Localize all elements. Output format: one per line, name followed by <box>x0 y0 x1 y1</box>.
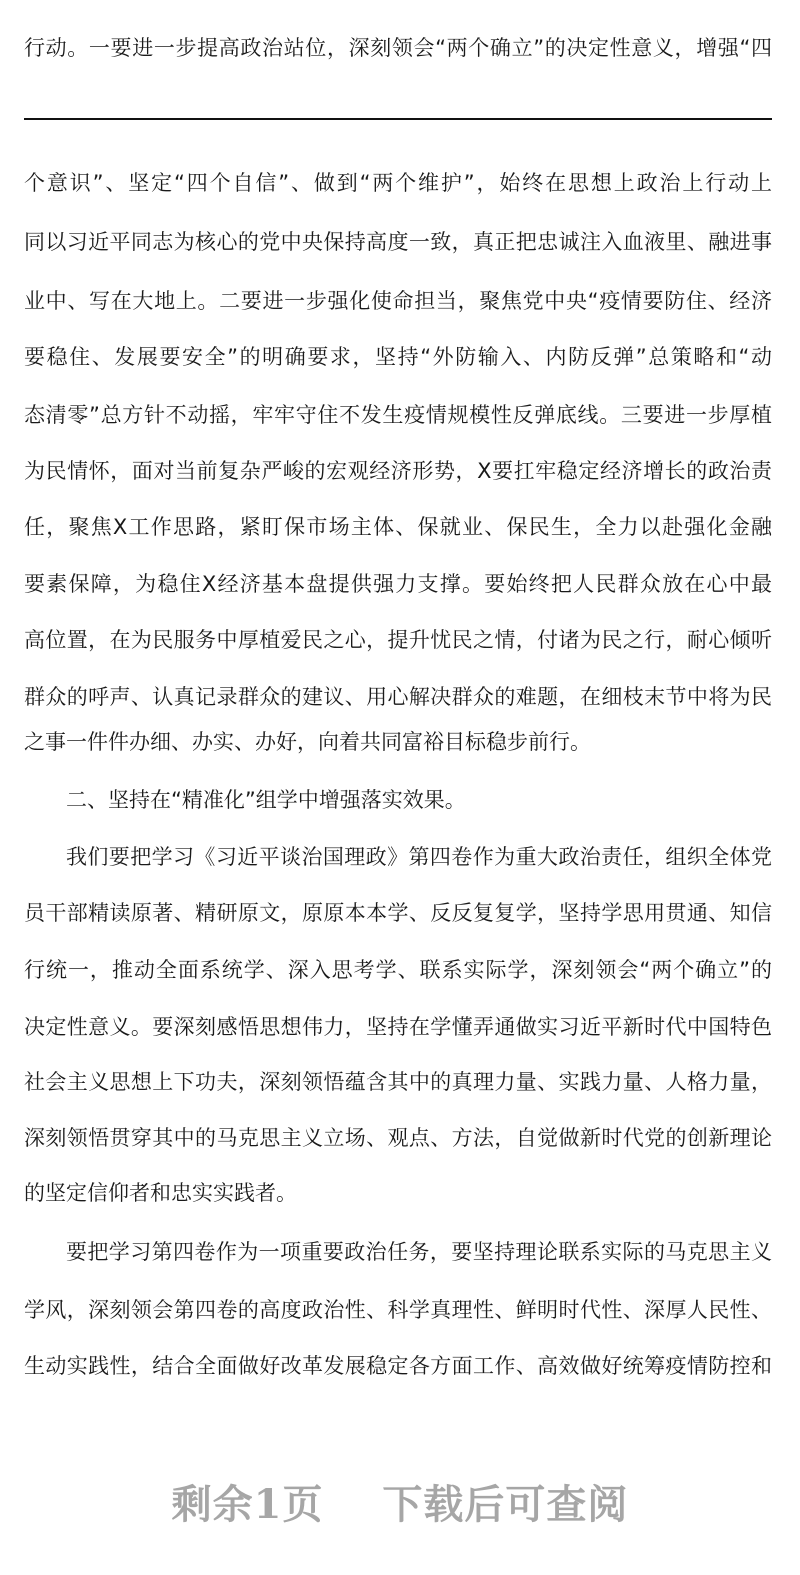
text-line: 之事一件件办细、办实、办好，向着共同富裕目标稳步前行。 <box>24 730 591 754</box>
text-line: 的坚定信仰者和忠实实践者。 <box>24 1181 297 1205</box>
text-line: 为民情怀，面对当前复杂严峻的宏观经济形势，X要扛牢稳定经济增长的政治责 <box>24 459 772 483</box>
text-line: 要把学习第四卷作为一项重要政治任务，要坚持理论联系实际的马克思主义 <box>66 1240 772 1264</box>
text-line: 要稳住、发展要安全”的明确要求，坚持“外防输入、内防反弹”总策略和“动 <box>24 345 772 369</box>
text-line: 同以习近平同志为核心的党中央保持高度一致，真正把忠诚注入血液里、融进事 <box>24 230 772 254</box>
text-line: 学风，深刻领会第四卷的高度政治性、科学真理性、鲜明时代性、深厚人民性、 <box>24 1298 772 1322</box>
text-line: 我们要把学习《习近平谈治国理政》第四卷作为重大政治责任，组织全体党 <box>66 845 772 869</box>
page-divider <box>24 118 772 120</box>
text-line: 个意识”、坚定“四个自信”、做到“两个维护”，始终在思想上政治上行动上 <box>24 171 772 195</box>
text-line: 群众的呼声、认真记录群众的建议、用心解决群众的难题，在细枝末节中将为民 <box>24 685 772 709</box>
text-line: 生动实践性，结合全面做好改革发展稳定各方面工作、高效做好统筹疫情防控和 <box>24 1354 772 1378</box>
remaining-pages-label[interactable]: 剩余1页 <box>171 1481 324 1528</box>
page-top-line: 行动。一要进一步提高政治站位，深刻领会“两个确立”的决定性意义，增强“四 <box>24 36 772 60</box>
text-line: 深刻领悟贯穿其中的马克思主义立场、观点、方法，自觉做新时代党的创新理论 <box>24 1126 772 1150</box>
download-prompt[interactable] <box>0 1473 800 1530</box>
text-line: 要素保障，为稳住X经济基本盘提供强力支撑。要始终把人民群众放在心中最 <box>24 572 772 596</box>
text-line: 态清零”总方针不动摇，牢牢守住不发生疫情规模性反弹底线。三要进一步厚植 <box>24 403 772 427</box>
section-heading: 二、坚持在“精准化”组学中增强落实效果。 <box>66 788 466 812</box>
text-line: 高位置，在为民服务中厚植爱民之心，提升忧民之情，付诸为民之行，耐心倾听 <box>24 628 772 652</box>
text-line: 任，聚焦X工作思路，紧盯保市场主体、保就业、保民生，全力以赴强化金融 <box>24 515 772 539</box>
download-to-view-label[interactable]: 下载后可查阅 <box>382 1481 629 1528</box>
text-line: 行统一，推动全面系统学、深入思考学、联系实际学，深刻领会“两个确立”的 <box>24 958 772 982</box>
text-line: 社会主义思想上下功夫，深刻领悟蕴含其中的真理力量、实践力量、人格力量， <box>24 1070 772 1094</box>
text-line: 业中、写在大地上。二要进一步强化使命担当，聚焦党中央“疫情要防住、经济 <box>24 289 772 313</box>
text-line: 员干部精读原著、精研原文，原原本本学、反反复复学，坚持学思用贯通、知信 <box>24 901 772 925</box>
text-line: 决定性意义。要深刻感悟思想伟力，坚持在学懂弄通做实习近平新时代中国特色 <box>24 1015 772 1039</box>
